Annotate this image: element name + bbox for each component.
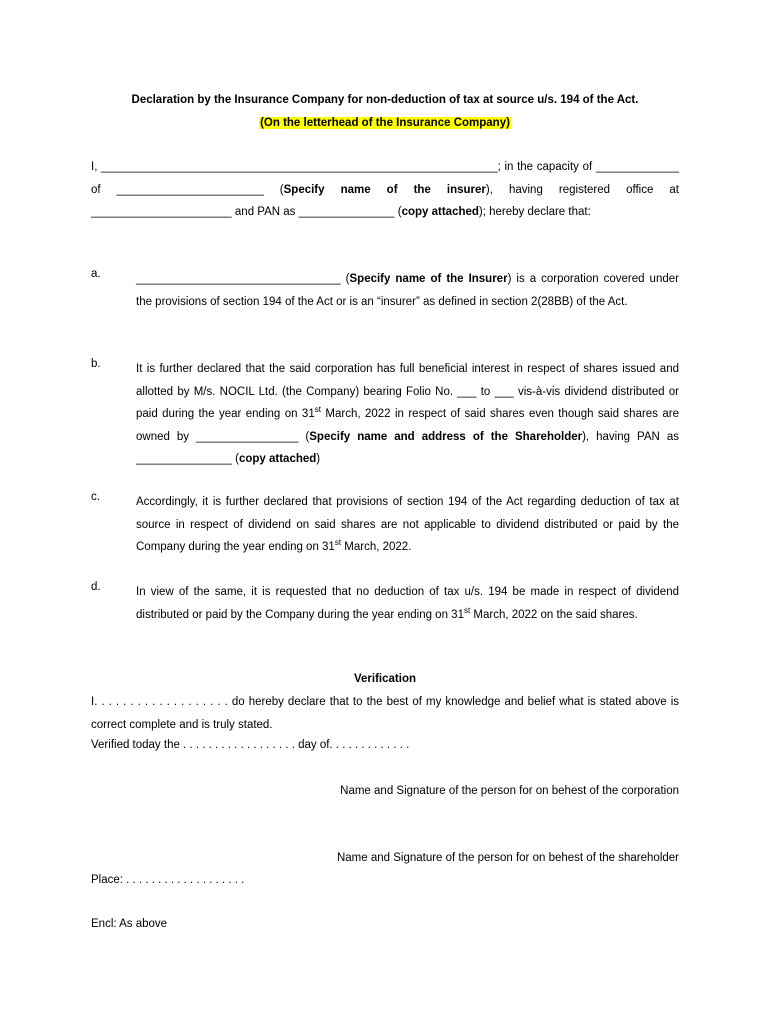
verification-date-line: Verified today the . . . . . . . . . . . . . . . . . . day of. . . . . . . . . . . . . [91, 739, 410, 751]
item-c-text-2: March, 2022. [341, 541, 412, 553]
item-b-marker: b. [91, 358, 101, 370]
highlighted-subtitle: (On the letterhead of the Insurance Company) [260, 117, 510, 129]
item-d-sup: st [463, 605, 471, 615]
item-b-text-2: March, 2022 in respect of said shares even though said shares are owned by ________________ ( [136, 408, 679, 443]
subtitle [0, 117, 770, 129]
verification-heading: Verification [354, 673, 416, 685]
item-d-text-1: In view of the same, it is requested that no deduction of tax u/s. 194 be made in respect of dividend distributed or paid by the Company during the year ending on 31 [136, 586, 679, 621]
item-a-text [136, 268, 679, 313]
verification-statement: I. . . . . . . . . . . . . . . . . . . do hereby declare that to the best of my knowledge and belief what is stated above is correct complete and is truly stated. [91, 696, 679, 731]
item-b-text [136, 358, 679, 471]
item-c-sup: st [334, 538, 342, 548]
intro-text-3: ); hereby declare that: [478, 206, 591, 218]
page-title: Declaration by the Insurance Company for non-deduction of tax at source u/s. 194 of the Act. [131, 94, 639, 106]
item-d-text-2: March, 2022 on the said shares. [470, 608, 638, 621]
item-b-sup: st [314, 405, 321, 415]
place-line: Place: . . . . . . . . . . . . . . . . . . . [91, 874, 245, 886]
signature-shareholder: Name and Signature of the person for on behest of the shareholder [336, 852, 679, 864]
intro-bold-1: Specify name of the insurer [283, 183, 486, 196]
item-b-text-4: ) [316, 453, 321, 465]
intro-text-1: I, ______________________________________________________________; in the capacity of _____________ of _______________________ ( [91, 161, 679, 196]
item-b-bold-1: Specify name and address of the Shareholder [309, 430, 583, 443]
intro-paragraph [91, 156, 679, 224]
item-b-text-1: It is further declared that the said corporation has full beneficial interest in respect of shares issued and allotted by M/s. NOCIL Ltd. (the Company) bearing Folio No. ___ to ___ vis-à-vis dividend distributed or paid during the year ending on 31 [136, 363, 679, 420]
signature-corporation: Name and Signature of the person for on behest of the corporation [340, 785, 679, 797]
item-d-marker: d. [91, 581, 101, 593]
item-b-bold-2: copy attached [238, 453, 317, 465]
item-a-blank: ________________________________ ( [136, 273, 350, 285]
item-d-text [136, 581, 679, 626]
item-b-text-3: ), having PAN as _______________ ( [136, 430, 680, 465]
item-c-text-1: Accordingly, it is further declared that provisions of section 194 of the Act regarding deduction of tax at source in respect of dividend on said shares are not applicable to dividend distributed or paid by the Company during the year ending on 31 [136, 496, 679, 553]
item-a-marker: a. [91, 268, 101, 280]
item-c-text [136, 491, 679, 559]
enclosure-line: Encl: As above [91, 918, 168, 930]
item-a-rest: ) is a corporation covered under the provisions of section 194 of the Act or is an “insurer” as defined in section 2(28BB) of the Act. [136, 273, 679, 308]
item-c-marker: c. [91, 491, 100, 503]
item-a-bold: Specify name of the Insurer [349, 273, 508, 285]
intro-bold-2: copy attached [401, 206, 479, 218]
intro-text-2: ), having registered office at ______________________ and PAN as _______________ ( [91, 183, 679, 218]
